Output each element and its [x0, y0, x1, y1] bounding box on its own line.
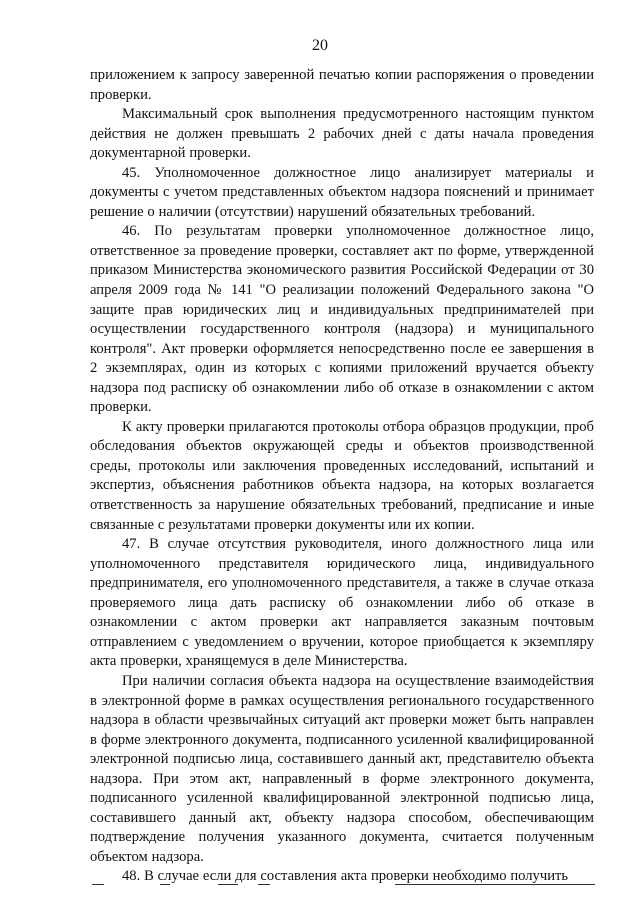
- scan-mark: [160, 884, 170, 885]
- scan-mark: [218, 884, 238, 885]
- paragraph-item-45: 45. Уполномоченное должностное лицо анализирует материалы и документы с учетом представленных объектом надзора пояснений и принимает решение о наличии (отсутствии) нарушений обязательных требований.: [90, 164, 594, 220]
- scan-mark: [258, 884, 270, 885]
- paragraph-item-48: 48. В случае если для составления акта проверки необходимо получить: [122, 868, 569, 885]
- paragraph-item-47: 47. В случае отсутствия руководителя, иного должностного лица или уполномоченного представителя юридического лица, индивидуального предпринимателя, его уполномоченного представителя, а также в случае отказа проверяемого лица дать расписку об ознакомлении либо об отказе в ознакомлении с актом проверки акт направляется заказным почтовым отправлением с уведомлением о вручении, которое приобщается к экземпляру акта проверки, хранящемуся в деле Министерства.: [90, 536, 594, 670]
- document-body: [90, 66, 594, 887]
- paragraph-max-term: Максимальный срок выполнения предусмотренного настоящим пунктом действия не должен превышать 2 рабочих дней с даты начала проведения документарной проверки.: [90, 106, 594, 162]
- paragraph-electronic-form: При наличии согласия объекта надзора на осуществление взаимодействия в электронной форме в рамках осуществления регионального государственного надзора в области чрезвычайных ситуаций акт проверки может быть направлен в форме электронного документа, подписанного усиленной квалифицированной электронной подписью лица, составившего данный акт, представителю объекта надзора. При этом акт, направленный в форме электронного документа, подписанного усиленной квалифицированной электронной подписью лица, составившего данный акт, объекту надзора способом, обеспечивающим подтверждение получения указанного документа, считается полученным объектом надзора.: [90, 672, 594, 865]
- page-number: 20: [312, 37, 328, 54]
- paragraph-attachments: К акту проверки прилагаются протоколы отбора образцов продукции, проб обследования объектов окружающей среды и объектов производственной среды, протоколы или заключения проведенных исследований, испытаний и экспертиз, объяснения работников объекта надзора, на которых возлагается ответственность за нарушение обязательных требований, предписание и иные связанные с результатами проверки документы или их копии.: [90, 418, 594, 533]
- scan-mark: [92, 884, 104, 885]
- scan-mark: [395, 884, 595, 885]
- paragraph-continuation: приложением к запросу заверенной печатью копии распоряжения о проведении проверки.: [90, 67, 594, 103]
- paragraph-item-46: 46. По результатам проверки уполномоченное должностное лицо, ответственное за проведение проверки, составляет акт по форме, утвержденной приказом Министерства экономического развития Российской Федерации от 30 апреля 2009 года № 141 "О реализации положений Федерального закона "О защите прав юридических лиц и индивидуальных предпринимателей при осуществлении государственного контроля (надзора) и муниципального контроля". Акт проверки оформляется непосредственно после ее завершения в 2 экземплярах, один из которых с копиями приложений вручается объекту надзора под расписку об ознакомлении либо об отказе в ознакомлении с актом проверки.: [90, 223, 594, 416]
- scan-edge-marks: [0, 874, 640, 904]
